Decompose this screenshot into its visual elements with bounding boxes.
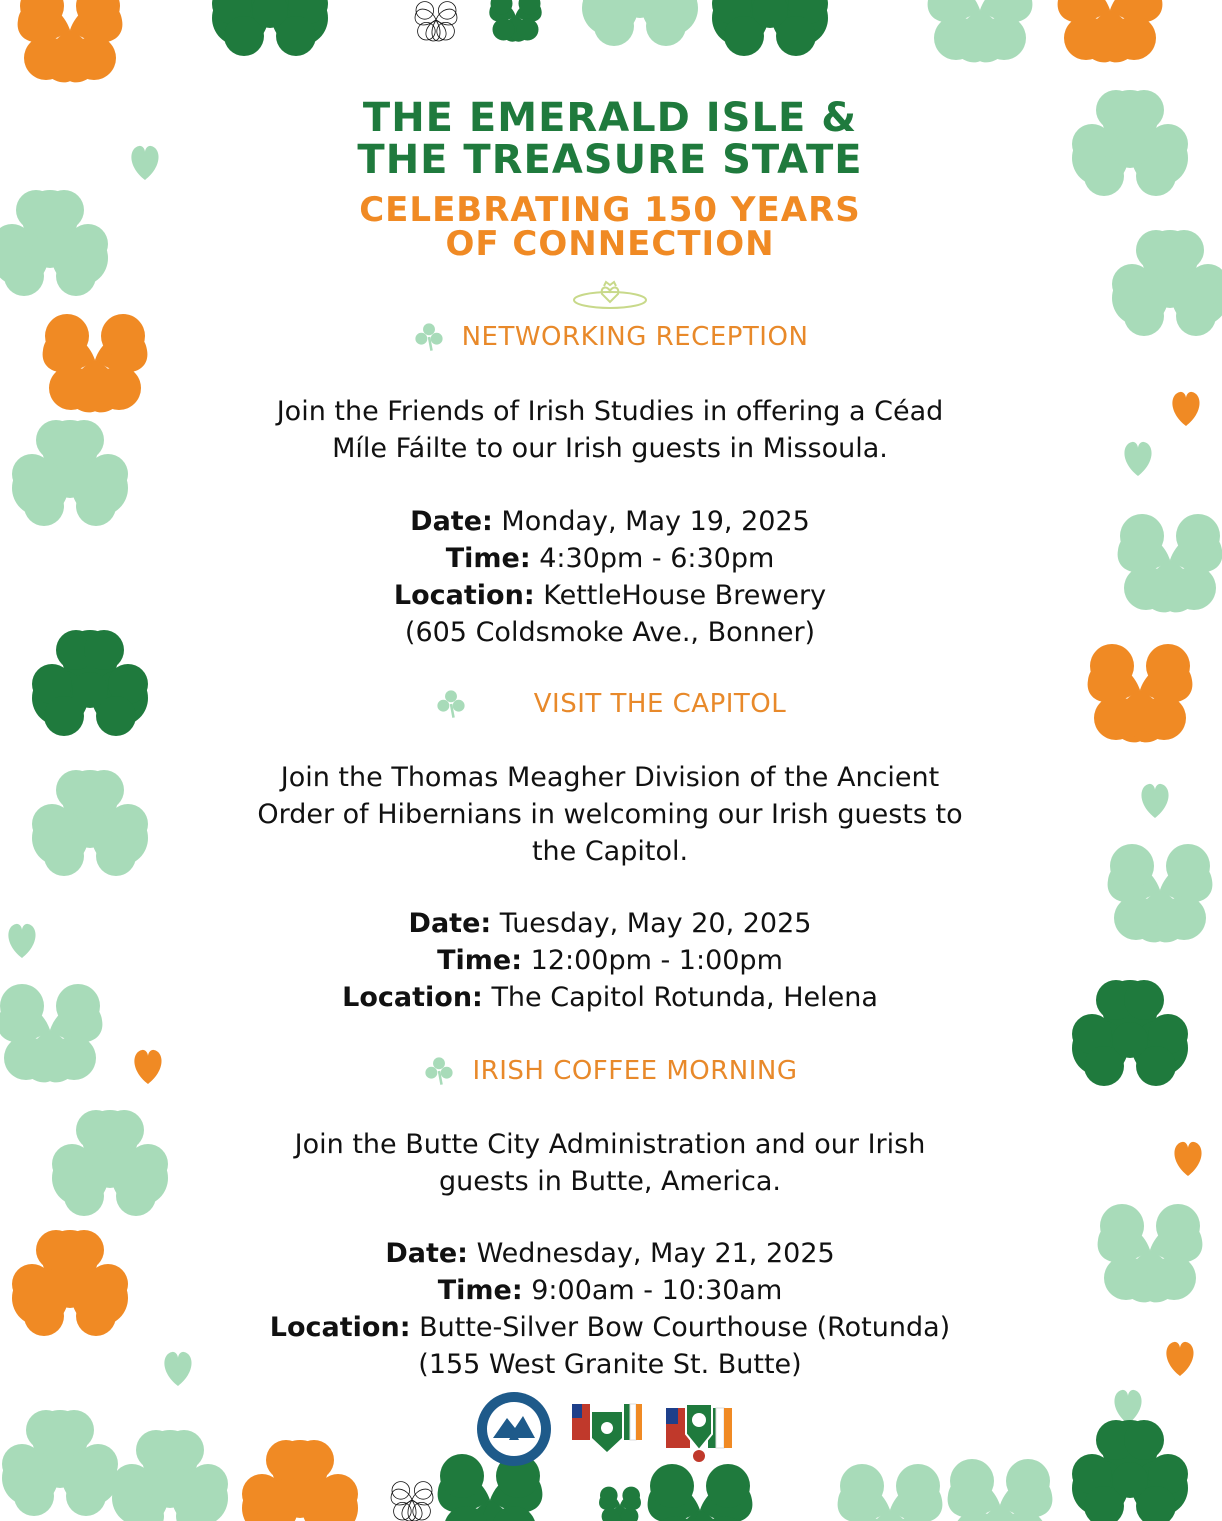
location-value: The Capitol Rotunda, Helena <box>491 982 878 1013</box>
location-value: KettleHouse Brewery <box>543 580 827 611</box>
shamrock-icon <box>412 320 446 354</box>
event-details <box>170 1235 1050 1383</box>
time-row <box>170 942 1050 979</box>
section-heading-visit-the-capitol <box>170 684 1050 724</box>
description-line: Join the Friends of Irish Studies in offering a Céad <box>276 396 944 427</box>
date-label: Date: <box>385 1238 468 1269</box>
time-label: Time: <box>437 945 523 976</box>
date-value: Tuesday, May 20, 2025 <box>499 908 812 939</box>
sponsor-logos <box>470 1390 760 1470</box>
description-line: guests in Butte, America. <box>439 1166 781 1197</box>
location-value: Butte-Silver Bow Courthouse (Rotunda) <box>419 1312 951 1343</box>
section-heading-label: NETWORKING RECEPTION <box>461 322 809 352</box>
event-description <box>170 1126 1050 1200</box>
section-heading-label: IRISH COFFEE MORNING <box>472 1056 798 1086</box>
time-value: 12:00pm - 1:00pm <box>530 945 783 976</box>
location-address: (155 West Granite St. Butte) <box>418 1349 802 1380</box>
subtitle-line-2: OF CONNECTION <box>445 224 775 264</box>
description-line: Order of Hibernians in welcoming our Irish guests to <box>257 799 963 830</box>
date-value: Monday, May 19, 2025 <box>501 506 810 537</box>
shamrock-icon <box>422 1054 456 1088</box>
claddagh-icon <box>570 280 650 314</box>
location-label: Location: <box>393 580 535 611</box>
section-heading-irish-coffee-morning <box>170 1051 1050 1091</box>
time-row <box>170 540 1050 577</box>
event-description <box>170 393 1050 467</box>
section-heading-networking-reception <box>170 317 1050 357</box>
description-line: Join the Thomas Meagher Division of the Ancient <box>280 762 940 793</box>
location-row <box>170 1309 1050 1346</box>
time-label: Time: <box>445 543 531 574</box>
time-row <box>170 1272 1050 1309</box>
shamrock-icon <box>434 687 468 721</box>
location-row <box>170 979 1050 1016</box>
butte-silver-bow-seal-icon <box>475 1390 553 1468</box>
location-row <box>170 577 1050 614</box>
event-description <box>170 759 1050 870</box>
location-label: Location: <box>342 982 483 1013</box>
time-label: Time: <box>437 1275 523 1306</box>
event-details <box>170 905 1050 1016</box>
location-label: Location: <box>269 1312 411 1343</box>
event-details <box>170 503 1050 651</box>
date-label: Date: <box>410 506 493 537</box>
section-heading-label: VISIT THE CAPITOL <box>533 689 787 719</box>
description-line: Míle Fáilte to our Irish guests in Missoula. <box>332 433 888 464</box>
time-value: 9:00am - 10:30am <box>531 1275 783 1306</box>
date-row <box>170 1235 1050 1272</box>
friends-of-irish-studies-icon <box>568 1390 646 1468</box>
subtitle-line-1: CELEBRATING 150 YEARS <box>359 190 861 230</box>
location-address: (605 Coldsmoke Ave., Bonner) <box>404 617 816 648</box>
title-line-2: THE TREASURE STATE <box>357 137 863 183</box>
hibernians-crest-icon <box>660 1390 738 1468</box>
date-row <box>170 503 1050 540</box>
date-value: Wednesday, May 21, 2025 <box>476 1238 835 1269</box>
date-row <box>170 905 1050 942</box>
time-value: 4:30pm - 6:30pm <box>539 543 775 574</box>
title-line-1: THE EMERALD ISLE & <box>362 95 858 141</box>
description-line: Join the Butte City Administration and our Irish <box>294 1129 926 1160</box>
date-label: Date: <box>408 908 492 939</box>
description-line: the Capitol. <box>531 836 689 867</box>
